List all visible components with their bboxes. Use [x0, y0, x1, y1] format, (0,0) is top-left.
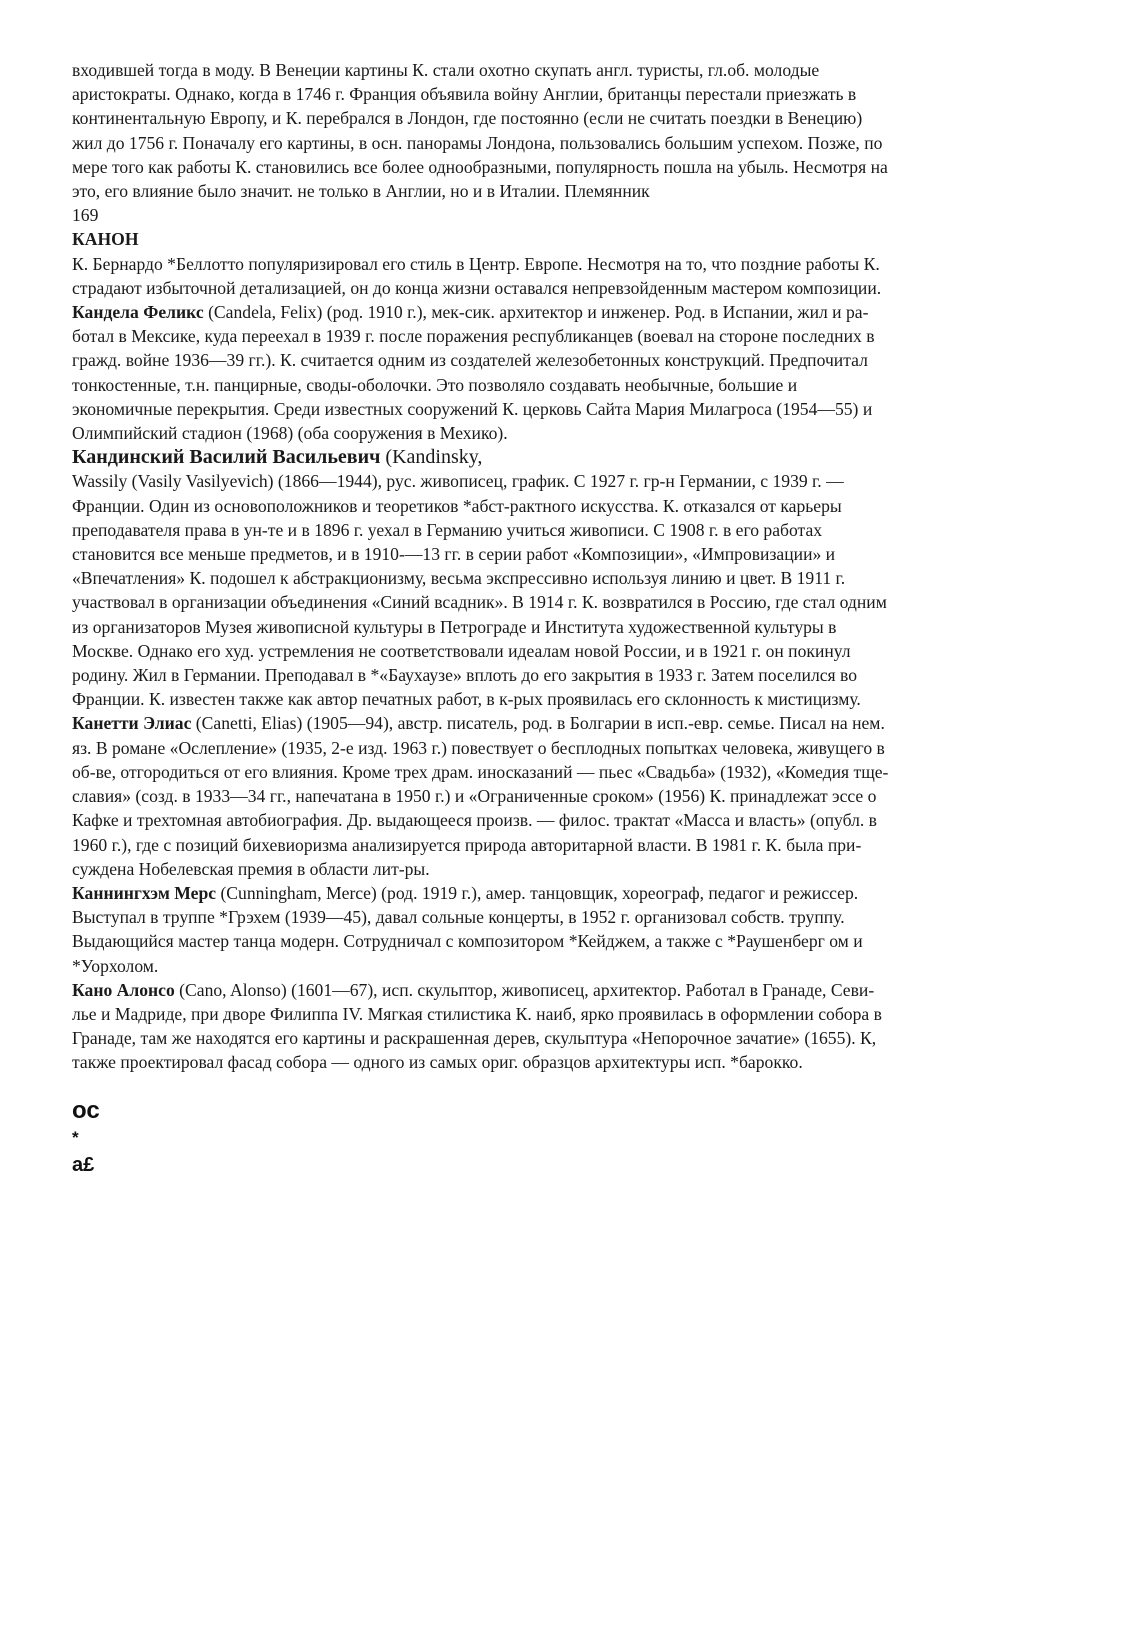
intro-line: мере того как работы К. становились все более однообразными, популярность пошла на убыль. Несмотря на	[72, 156, 888, 177]
entry-line: Франции. Один из основоположников и теоретиков *абст-рактного искусства. К. отказался от карьеры	[72, 495, 842, 516]
entry-line: Гранаде, там же находятся его картины и раскрашенная дерев, скульптура «Непорочное зачатие» (1655). К,	[72, 1028, 877, 1049]
footer-mark: а£	[72, 1154, 95, 1176]
footer-mark: *	[72, 1128, 79, 1147]
entry-cunningham	[72, 881, 1052, 978]
entry-line: преподавателя права в ун-те и в 1896 г. уехал в Германию учиться живописи. С 1908 г. в его работах	[72, 519, 823, 540]
entry-line: суждена Нобелевская премия в области лит-ры.	[72, 858, 430, 879]
entry-line: «Впечатления» К. подошел к абстракционизму, весьма экспрессивно используя линию и цвет. В 1911 г.	[72, 568, 846, 589]
entry-name: Кандинский Василий Васильевич	[72, 446, 381, 469]
entry-name: Кандела Феликс	[72, 302, 204, 323]
entry-line: также проектировал фасад собора — одного из самых ориг. образцов архитектуры исп. *барокко.	[72, 1052, 803, 1073]
entry-name: Кано Алонсо	[72, 979, 175, 1000]
continuation-line: страдают избыточной детализацией, он до конца жизни оставался непревзойденным мастером композиции.	[72, 277, 882, 298]
intro-line: это, его влияние было значит. не только в Англии, но и в Италии. Племянник	[72, 181, 650, 202]
entry-line: родину. Жил в Германии. Преподавал в *«Баухаузе» вплоть до его закрытия в 1933 г. Затем поселился во	[72, 665, 858, 686]
entry-line: яз. В романе «Ослепление» (1935, 2-е изд. 1963 г.) повествует о бесплодных попытках человека, живущего в	[72, 737, 885, 758]
entry-line: становится все меньше предметов, и в 1910-—13 гг. в серии работ «Композиции», «Импровизации» и	[72, 544, 836, 565]
entry-line: Выдающийся мастер танца модерн. Сотрудничал с композитором *Кейджем, а также с *Раушенберг ом и	[72, 931, 863, 952]
running-head: КАНОН	[72, 229, 139, 250]
entry-latin-name: (Kandinsky,	[380, 446, 483, 469]
continuation-line: К. Бернардо *Беллотто популяризировал его стиль в Центр. Европе. Несмотря на то, что поздние работы К.	[72, 253, 880, 274]
entry-name: Каннингхэм Мерс	[72, 882, 217, 903]
article-text	[72, 58, 1052, 1075]
intro-paragraph	[72, 58, 1052, 203]
entry-candela	[72, 300, 1052, 445]
entry-name: Канетти Элиас	[72, 713, 192, 734]
entry-line: 1960 г.), где с позиций бихевиоризма анализируется природа авторитарной власти. В 1981 г. К. была при-	[72, 834, 862, 855]
entry-cano	[72, 978, 1052, 1075]
entry-line: ботал в Мексике, куда переехал в 1939 г. после поражения республиканцев (воевал на стороне последних в	[72, 326, 875, 347]
entry-line: лье и Мадриде, при дворе Филиппа IV. Мягкая стилистика К. наиб, ярко проявилась в оформлении собора в	[72, 1003, 882, 1024]
entry-line: *Уорхолом.	[72, 955, 159, 976]
footer-mark: ос	[72, 1097, 100, 1124]
entry-line: (Cano, Alonso) (1601—67), исп. скульптор, живописец, архитектор. Работал в Гранаде, Севи-	[174, 979, 875, 1000]
page-number: 169	[72, 205, 99, 226]
entry-line: Олимпийский стадион (1968) (оба сооружения в Мехико).	[72, 423, 508, 444]
entry-line: Выступал в труппе *Грэхем (1939—45), давал сольные концерты, в 1952 г. организовал собств. труппу.	[72, 907, 845, 928]
entry-line: славия» (созд. в 1933—34 гг., напечатана в 1950 г.) и «Ограниченные сроком» (1956) К. принадлежат эссе о	[72, 786, 877, 807]
entry-canetti	[72, 711, 1052, 880]
entry-line: (Canetti, Elias) (1905—94), австр. писатель, род. в Болгарии в исп.-евр. семье. Писал на нем.	[191, 713, 885, 734]
entry-line: участвовал в организации объединения «Синий всадник». В 1914 г. К. возвратился в Россию, где стал одним	[72, 592, 887, 613]
entry-line: Франции. К. известен также как автор печатных работ, в к-рых проявилась его склонность к мистицизму.	[72, 689, 861, 710]
entry-kandinsky	[72, 445, 1052, 711]
intro-line: жил до 1756 г. Поначалу его картины, в осн. панорамы Лондона, пользовались большим успехом. Позже, по	[72, 132, 883, 153]
intro-line: континентальную Европу, и К. перебрался в Лондон, где постоянно (если не считать поездки в Венецию)	[72, 108, 863, 129]
entry-line: (Candela, Felix) (род. 1910 г.), мек-сик. архитектор и инженер. Род. в Испании, жил и ра-	[203, 302, 869, 323]
footer-marks	[72, 1097, 100, 1177]
entry-line: Wassily (Vasily Vasilyevich) (1866—1944), рус. живописец, график. С 1927 г. гр-н Германии, с 1939 г. —	[72, 471, 844, 492]
entry-line: экономичные перекрытия. Среди известных сооружений К. церковь Сайта Мария Милагроса (1954—55) и	[72, 398, 873, 419]
entry-line: Кафке и трехтомная автобиография. Др. выдающееся произв. — филос. трактат «Масса и власть» (опубл. в	[72, 810, 877, 831]
intro-line: входившей тогда в моду. В Венеции картины К. стали охотно скупать англ. туристы, гл.об. молодые	[72, 60, 820, 80]
entry-line: гражд. войне 1936—39 гг.). К. считается одним из создателей железобетонных конструкций. Предпочитал	[72, 350, 868, 371]
entry-line: тонкостенные, т.н. панцирные, своды-оболочки. Это позволяло создавать необычные, большие и	[72, 374, 798, 395]
continuation-paragraph	[72, 252, 1052, 300]
entry-line: об-ве, отгородиться от его влияния. Кроме трех драм. иносказаний — пьес «Свадьба» (1932), «Комедия тще-	[72, 761, 889, 782]
entry-line: Москве. Однако его худ. устремления не соответствовали идеалам новой России, и в 1921 г. он покинул	[72, 640, 851, 661]
entry-line: из организаторов Музея живописной культуры в Петрограде и Института художественной культуры в	[72, 616, 837, 637]
entry-line: (Cunningham, Merce) (род. 1919 г.), амер. танцовщик, хореограф, педагог и режиссер.	[216, 882, 859, 903]
intro-line: аристократы. Однако, когда в 1746 г. Франция объявила войну Англии, британцы перестали приезжать в	[72, 84, 857, 105]
